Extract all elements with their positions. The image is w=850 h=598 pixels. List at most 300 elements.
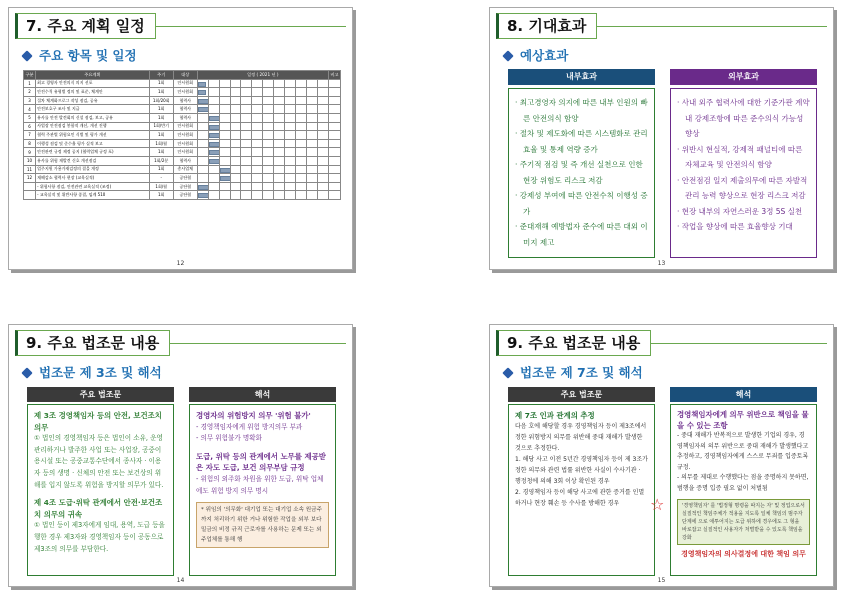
month-cell <box>230 79 241 88</box>
col-cycle: 주기 <box>149 71 173 80</box>
cell-item: 절차 체계화프로그 작성 점검, 공유 <box>36 96 150 105</box>
month-cell <box>285 182 296 191</box>
month-cell <box>241 156 252 165</box>
cell-note <box>328 165 340 174</box>
schedule-bar <box>198 193 208 198</box>
page-number: 14 <box>176 577 185 584</box>
cell-no: 8 <box>24 139 36 148</box>
month-cell <box>241 79 252 88</box>
cell-note <box>328 148 340 157</box>
bullet-icon <box>21 50 32 61</box>
month-cell <box>241 182 252 191</box>
month-cell <box>230 113 241 122</box>
cell-item: 사업장 안전점검 봉합적 개선, 개선 진행 <box>36 122 150 131</box>
table-row <box>24 165 341 174</box>
bullet-icon <box>21 367 32 378</box>
cell-note <box>328 96 340 105</box>
table-row <box>24 182 341 191</box>
law-header: 주요 법조문 <box>508 387 655 402</box>
month-cell <box>241 105 252 114</box>
clause-text: - 경영책임자에게 위험 방지의무 부과 <box>196 422 303 431</box>
effect-item: · 준대재해 예방법자 준수에 따른 대외 이미지 제고 <box>515 222 648 247</box>
effect-item: · 현장 내부의 자연스러운 3정 5S 실천 <box>677 206 803 216</box>
month-cell <box>208 182 219 191</box>
month-cell <box>306 96 317 105</box>
cell-item: - 위험사항 점검, 안전관련 교육실적 (조정) <box>36 182 150 191</box>
cell-cycle: 1회 <box>149 165 173 174</box>
table-row <box>24 148 341 157</box>
cell-item: 안전보호구 조사 및 지급 <box>36 105 150 114</box>
month-cell <box>306 139 317 148</box>
month-cell <box>263 148 274 157</box>
month-cell <box>263 191 274 200</box>
month-cell <box>274 165 285 174</box>
month-cell <box>197 105 208 114</box>
month-cell <box>317 148 328 157</box>
month-cell <box>274 122 285 131</box>
clause-text: ① 법인의 경영책임자 등은 법인이 소유, 운영 관리하거나 발주한 사업 또는 사업장, 공중이용시설 또는 공중교통수단에서 종사자 · 이용자 등의 생명 · 신체의 안전 또는 보건상의 위해를 입지 않도록 위험을 방지할 의무가 있다. <box>34 434 164 489</box>
month-cell <box>219 105 230 114</box>
schedule-bar <box>220 176 230 181</box>
cell-no: 12 <box>24 174 36 183</box>
month-cell <box>241 88 252 97</box>
month-cell <box>274 88 285 97</box>
footer-text: 경영책임자의 의사결정에 대한 책임 의무 <box>681 550 806 558</box>
month-cell <box>296 139 307 148</box>
month-cell <box>263 79 274 88</box>
month-cell <box>285 122 296 131</box>
month-cell <box>274 139 285 148</box>
effect-item: · 위반시 현실적, 강제적 패널티에 따른 자체교육 및 안전의식 함양 <box>677 144 803 169</box>
month-cell <box>241 174 252 183</box>
cell-target: 총사업체 <box>173 165 197 174</box>
external-header: 외부효과 <box>670 69 817 85</box>
month-cell <box>285 96 296 105</box>
month-cell <box>208 96 219 105</box>
month-cell <box>208 139 219 148</box>
month-cell <box>306 131 317 140</box>
month-cell <box>317 79 328 88</box>
month-cell <box>252 122 263 131</box>
month-cell <box>241 191 252 200</box>
month-cell <box>208 191 219 200</box>
cell-target: 안시원회 <box>173 79 197 88</box>
schedule-bar <box>209 159 219 164</box>
month-cell <box>306 113 317 122</box>
month-cell <box>208 148 219 157</box>
clause-text: ① 법인 등이 제3자에게 임대, 용역, 도급 등을 행한 경우 제3자와 경영책임자 등이 공동으로 제3조의 의무를 부담한다. <box>34 521 165 553</box>
schedule-bar <box>198 185 208 190</box>
month-cell <box>306 165 317 174</box>
month-cell <box>230 88 241 97</box>
month-cell <box>219 79 230 88</box>
col-target: 대상 <box>173 71 197 80</box>
month-cell <box>317 105 328 114</box>
month-cell <box>208 174 219 183</box>
month-cell <box>263 131 274 140</box>
star-icon: ☆ <box>650 495 665 514</box>
clause-heading: 경영책임자에게 의무 위반으로 책임을 물을 수 있는 조항 <box>677 410 809 430</box>
schedule-bar <box>209 125 219 130</box>
cell-cycle: 1회 <box>149 105 173 114</box>
month-cell <box>317 122 328 131</box>
clause-text: - 의무를 제대로 수행했다는 점을 증명하지 못하면, 범행을 증명 입증 필요 없이 처벌됨 <box>677 474 809 492</box>
month-cell <box>263 156 274 165</box>
month-cell <box>208 122 219 131</box>
slide-subtitle <box>23 46 137 64</box>
clause-heading: 제 4조 도급·위탁 관계에서 안전·보건조치 의무의 귀속 <box>34 498 163 519</box>
month-cell <box>317 191 328 200</box>
col-note: 비고 <box>328 71 340 80</box>
month-cell <box>285 88 296 97</box>
month-cell <box>208 165 219 174</box>
table-row <box>24 113 341 122</box>
cell-target: 안시원회 <box>173 139 197 148</box>
month-cell <box>263 96 274 105</box>
month-cell <box>285 105 296 114</box>
effect-item: · 작업을 향상에 따른 효율향상 기대 <box>677 222 793 231</box>
month-cell <box>263 174 274 183</box>
month-cell <box>285 156 296 165</box>
month-cell <box>252 139 263 148</box>
interpretation-body <box>189 404 336 576</box>
month-cell <box>252 165 263 174</box>
month-cell <box>296 88 307 97</box>
cell-note <box>328 156 340 165</box>
effect-item: · 최고경영자 의지에 따른 내부 인원의 빠른 안전의식 함양 <box>515 98 648 123</box>
month-cell <box>296 79 307 88</box>
month-cell <box>208 131 219 140</box>
law-body <box>27 404 174 576</box>
month-cell <box>219 156 230 165</box>
cell-item: 최고 경영자 안전의식 의지 선포 <box>36 79 150 88</box>
month-cell <box>285 139 296 148</box>
month-cell <box>317 139 328 148</box>
cell-target: 안시원회 <box>173 88 197 97</box>
clause-heading: 제 3조 경영책임자 등의 안전, 보건조치 의무 <box>34 411 162 432</box>
month-cell <box>263 165 274 174</box>
month-cell <box>230 174 241 183</box>
cell-item: 업주지원 가용가재검정의 결을 개정 <box>36 165 150 174</box>
month-cell <box>274 113 285 122</box>
month-cell <box>263 88 274 97</box>
month-cell <box>219 113 230 122</box>
clause-text: - 의무 위험불가 명확화 <box>196 434 262 443</box>
cell-no: 10 <box>24 156 36 165</box>
clause-heading: 경영자의 위험방지 의무 '위험 불가' <box>196 411 311 420</box>
table-row <box>24 191 341 200</box>
month-cell <box>252 88 263 97</box>
effect-item: · 절차 및 제도화에 따른 시스템화로 관리 효율 및 통제 역량 증가 <box>515 129 648 154</box>
table-row <box>24 156 341 165</box>
cell-no: 4 <box>24 105 36 114</box>
month-cell <box>274 131 285 140</box>
month-cell <box>197 191 208 200</box>
cell-no: 6 <box>24 122 36 131</box>
month-cell <box>219 191 230 200</box>
cell-note <box>328 88 340 97</box>
month-cell <box>285 131 296 140</box>
month-cell <box>285 79 296 88</box>
cell-note <box>328 113 340 122</box>
slide-subtitle <box>504 363 643 381</box>
month-cell <box>219 88 230 97</box>
month-cell <box>296 122 307 131</box>
cell-cycle: 1회/월 <box>149 139 173 148</box>
cell-cycle: 1회/2분 <box>149 156 173 165</box>
month-cell <box>306 105 317 114</box>
subtitle-text: 예상효과 <box>520 48 569 63</box>
month-cell <box>252 96 263 105</box>
month-cell <box>219 148 230 157</box>
page-number: 15 <box>657 577 666 584</box>
month-cell <box>241 165 252 174</box>
cell-cycle: 1회 <box>149 88 173 97</box>
month-cell <box>252 148 263 157</box>
slide-title: 9. 주요 법조문 내용 <box>496 330 651 356</box>
schedule-table <box>23 70 341 200</box>
month-cell <box>197 79 208 88</box>
cell-no: 3 <box>24 96 36 105</box>
page-number: 12 <box>176 260 185 267</box>
month-cell <box>197 182 208 191</box>
cell-target: 협력사 <box>173 156 197 165</box>
month-cell <box>296 148 307 157</box>
cell-no: 5 <box>24 113 36 122</box>
month-cell <box>285 191 296 200</box>
month-cell <box>219 165 230 174</box>
cell-no <box>24 191 36 200</box>
clause-text: 1. 해당 사고 이전 5년간 경영책임자 등이 제 3조가 정한 의무와 관련 법률 위반한 사실이 수사기관 · 행정청에 의해 3회 이상 확인된 경우 <box>515 456 648 485</box>
cell-note <box>328 191 340 200</box>
clause-heading: 도급, 위탁 등의 관계에서 노무를 제공받은 자도 도급, 보건 의무부담 규정 <box>196 451 326 473</box>
month-cell <box>274 174 285 183</box>
month-cell <box>230 165 241 174</box>
month-cell <box>296 131 307 140</box>
month-cell <box>306 191 317 200</box>
month-cell <box>219 174 230 183</box>
month-cell <box>197 88 208 97</box>
month-cell <box>252 105 263 114</box>
month-cell <box>317 88 328 97</box>
law-body <box>508 404 655 576</box>
month-cell <box>274 156 285 165</box>
table-row <box>24 131 341 140</box>
col-item: 주요계획 <box>36 71 150 80</box>
month-cell <box>296 105 307 114</box>
interpretation-body <box>670 404 817 576</box>
month-cell <box>263 122 274 131</box>
schedule-bar <box>198 82 206 87</box>
month-cell <box>285 148 296 157</box>
month-cell <box>252 79 263 88</box>
month-cell <box>296 96 307 105</box>
cell-target: 공단협 <box>173 191 197 200</box>
month-cell <box>197 165 208 174</box>
month-cell <box>241 122 252 131</box>
schedule-bar <box>198 99 208 104</box>
clause-text: 다음 호에 해당할 경우 경영책임자 등이 제3조에서 정한 위험방지 의무를 위반해 중대 재해가 발생한 것으로 추정한다. <box>515 423 647 452</box>
effect-item: · 안전점검 일지 제출의무에 따른 자발적 관리 능력 향상으로 현장 리스크 저감 <box>677 175 808 200</box>
month-cell <box>208 113 219 122</box>
cell-item: 유사를 안전 발견회의 신설 점검, 보고, 공유 <box>36 113 150 122</box>
slide-title: 7. 주요 계획 일정 <box>15 13 156 39</box>
cell-item: 협력 주관별 위험요인 식별 및 평가 개선 <box>36 131 150 140</box>
month-cell <box>317 174 328 183</box>
month-cell <box>306 182 317 191</box>
cell-target: 공단협 <box>173 182 197 191</box>
clause-text: - 위험의 외주화 차원을 위한 도급, 위탁 업체에도 위험 방지 의무 명시 <box>196 474 324 495</box>
month-cell <box>241 131 252 140</box>
month-cell <box>208 156 219 165</box>
month-cell <box>317 165 328 174</box>
cell-cycle: 1회/20회 <box>149 96 173 105</box>
clause-text: 2. 경영책임자 등이 해당 사고에 관한 증거를 인멸하거나 현장 훼손 등 수사를 방해한 경우 <box>515 489 645 507</box>
table-row <box>24 96 341 105</box>
month-cell <box>274 96 285 105</box>
note-box: * 위임의 '의무화' 대기업 또는 대기업 소속 원금주까지 처리하기 위한 거나 위험한 작업을 외부 보다 밀금의 비정 규직 근로자를 사용하는 문제 또는 외주업체를 통해 행 <box>196 502 329 548</box>
month-cell <box>197 131 208 140</box>
month-cell <box>208 79 219 88</box>
cell-cycle: 1회/월 <box>149 182 173 191</box>
cell-item: 안전관련 규정 제정 공지 (협력업체 규정 포) <box>36 148 150 157</box>
month-cell <box>197 156 208 165</box>
month-cell <box>230 191 241 200</box>
month-cell <box>197 139 208 148</box>
cell-no <box>24 182 36 191</box>
month-cell <box>317 182 328 191</box>
slide-effects[interactable] <box>489 7 834 270</box>
col-period: 일정 ( 2021 년 ) <box>197 71 328 80</box>
month-cell <box>252 156 263 165</box>
month-cell <box>285 113 296 122</box>
cell-cycle: - <box>149 174 173 183</box>
cell-note <box>328 139 340 148</box>
month-cell <box>219 122 230 131</box>
effect-item: · 주기적 점검 및 즉 개선 실천으로 인한 현장 위험도 리스크 저감 <box>515 160 643 185</box>
schedule-bar <box>209 142 219 147</box>
schedule-bar <box>209 133 219 138</box>
cell-note <box>328 131 340 140</box>
table-row <box>24 88 341 97</box>
month-cell <box>219 96 230 105</box>
cell-no: 9 <box>24 148 36 157</box>
clause-text: - 중대 재해가 반복적으로 발생한 기업의 경우, 경영책임자의 의무 위반으로 중대 재해가 발생했다고 추정하고, 경영책임자에게 스스로 무죄를 입증토록 규정. <box>677 432 809 471</box>
cell-cycle: 1회 <box>149 131 173 140</box>
cell-no: 2 <box>24 88 36 97</box>
cell-note <box>328 79 340 88</box>
cell-target: 안시원회 <box>173 131 197 140</box>
page-number: 13 <box>657 260 666 267</box>
month-cell <box>208 88 219 97</box>
month-cell <box>263 113 274 122</box>
month-cell <box>296 191 307 200</box>
slide-law-3[interactable] <box>8 324 353 587</box>
cell-item: 이행성 점검 및 준수율 평가 실적 보고 <box>36 139 150 148</box>
col-no: 구분 <box>24 71 36 80</box>
month-cell <box>208 105 219 114</box>
cell-cycle: 1회 <box>149 191 173 200</box>
schedule-bar <box>220 168 230 173</box>
month-cell <box>285 174 296 183</box>
slide-schedule[interactable] <box>8 7 353 270</box>
cell-cycle: 1회 <box>149 148 173 157</box>
month-cell <box>296 182 307 191</box>
cell-note <box>328 105 340 114</box>
effect-item: · 사내 외주 협력사에 대한 기준가판 계약 내 강제조항에 따른 준수의식 가능성 향상 <box>677 98 810 138</box>
month-cell <box>252 191 263 200</box>
schedule-bar <box>198 90 206 95</box>
month-cell <box>230 96 241 105</box>
cell-note <box>328 122 340 131</box>
effect-item: · 강제성 부여에 따른 안전수칙 이행성 증가 <box>515 191 648 216</box>
subtitle-text: 법조문 제 3조 및 해석 <box>39 365 162 380</box>
month-cell <box>317 131 328 140</box>
month-cell <box>230 131 241 140</box>
month-cell <box>296 156 307 165</box>
month-cell <box>317 96 328 105</box>
month-cell <box>306 174 317 183</box>
month-cell <box>252 113 263 122</box>
month-cell <box>197 148 208 157</box>
month-cell <box>306 148 317 157</box>
month-cell <box>252 174 263 183</box>
subtitle-text: 주요 항목 및 일정 <box>39 48 137 63</box>
month-cell <box>219 139 230 148</box>
month-cell <box>219 131 230 140</box>
cell-no: 11 <box>24 165 36 174</box>
cell-note <box>328 174 340 183</box>
month-cell <box>219 182 230 191</box>
month-cell <box>230 156 241 165</box>
month-cell <box>241 96 252 105</box>
month-cell <box>230 148 241 157</box>
cell-cycle: 1회 <box>149 113 173 122</box>
month-cell <box>252 182 263 191</box>
month-cell <box>274 191 285 200</box>
cell-target: 안시원회 <box>173 148 197 157</box>
cell-no: 7 <box>24 131 36 140</box>
bullet-icon <box>502 367 513 378</box>
month-cell <box>317 113 328 122</box>
schedule-bar <box>209 150 219 155</box>
month-cell <box>197 113 208 122</box>
slide-subtitle <box>504 46 568 64</box>
month-cell <box>197 174 208 183</box>
cell-item: 재해감소 협력사 현장 (교육실적) <box>36 174 150 183</box>
month-cell <box>241 139 252 148</box>
cell-target: 협력사 <box>173 113 197 122</box>
slide-law-7[interactable] <box>489 324 834 587</box>
cell-no: 1 <box>24 79 36 88</box>
table-row <box>24 79 341 88</box>
month-cell <box>197 122 208 131</box>
month-cell <box>230 105 241 114</box>
month-cell <box>230 122 241 131</box>
cell-target: 안시원회 <box>173 122 197 131</box>
month-cell <box>296 113 307 122</box>
month-cell <box>285 165 296 174</box>
cell-cycle: 1회/반기 <box>149 122 173 131</box>
schedule-bar <box>209 116 219 121</box>
month-cell <box>306 156 317 165</box>
month-cell <box>241 113 252 122</box>
month-cell <box>306 122 317 131</box>
month-cell <box>274 105 285 114</box>
note-box: '경영책임자' 를 '법정형 명령을 따지는 자' 및 정업으로서 실질적인 책임주체가 적용을 지도록 일체 책임의 범주자 단계에 으로 애투어지는 도급 위하에 경우에도 그 형을 바로잡고 실질적인 사용자가 처벌받을 수 있도록 책임을 강화 <box>677 499 810 545</box>
clause-heading: 제 7조 인과 관계의 추정 <box>515 411 595 420</box>
month-cell <box>306 79 317 88</box>
